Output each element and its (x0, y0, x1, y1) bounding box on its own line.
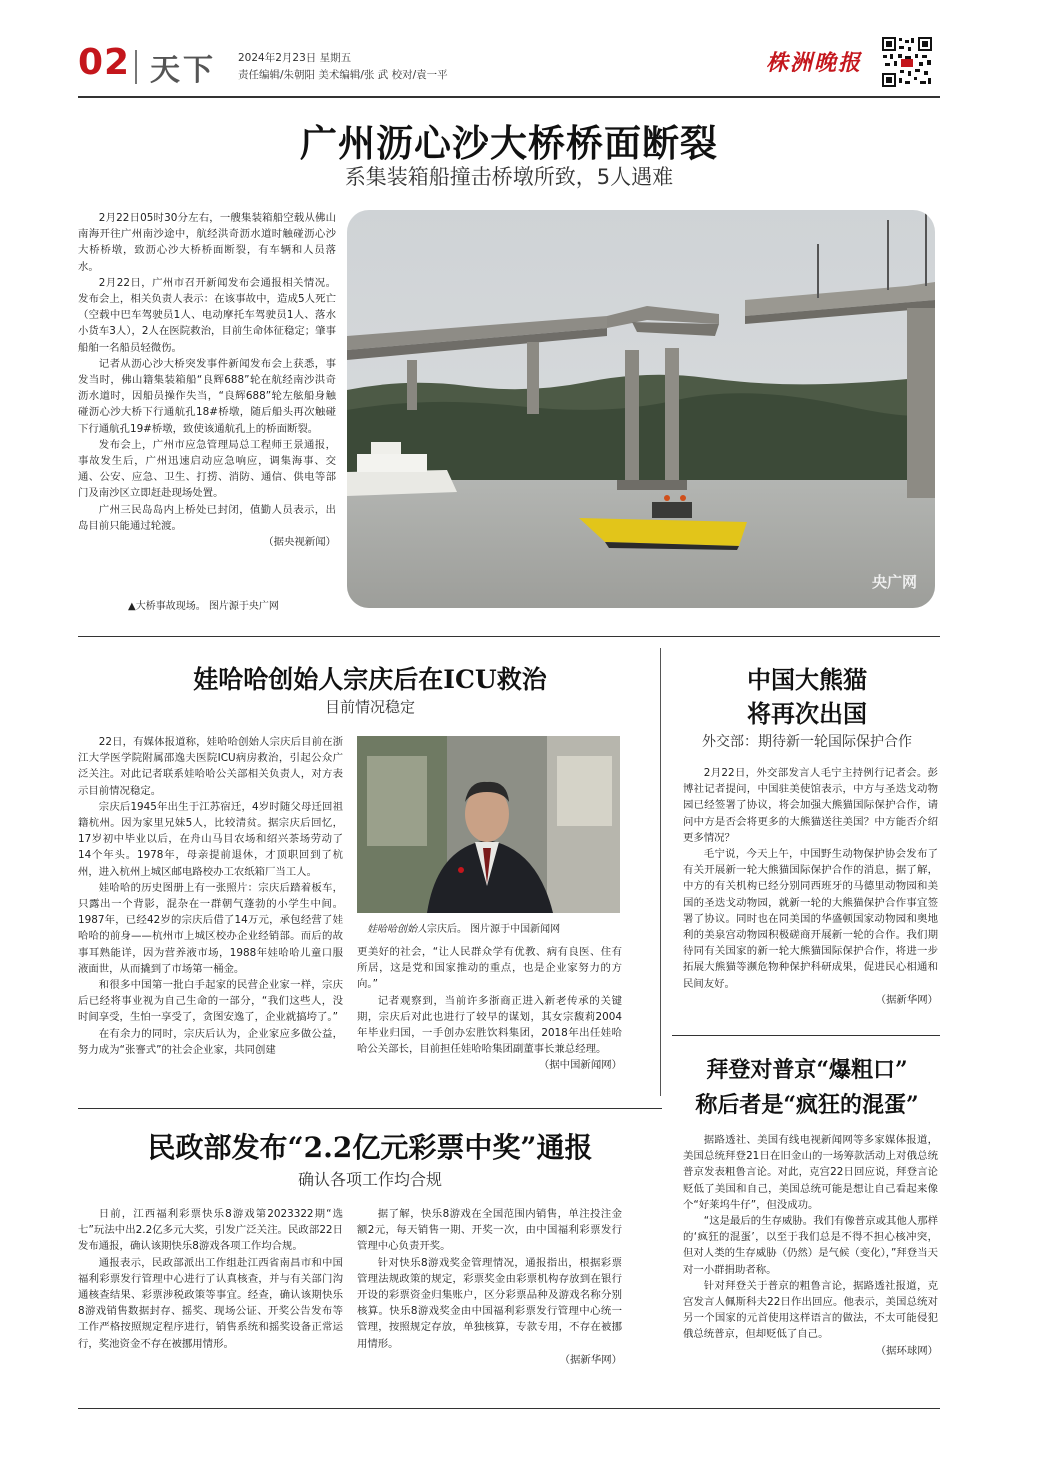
article2-photo-caption (367, 920, 560, 935)
article1-para-5: 广州三民岛岛内上桥处已封闭，值勤人员表示，出岛目前只能通过轮渡。 (78, 503, 336, 532)
article1-source: （据央视新闻） (263, 536, 336, 549)
header-editors: 责任编辑/朱朝阳 美术编辑/张 武 校对/袁一平 (238, 69, 448, 81)
article1-para-2: 2月22日，广州市召开新闻发布会通报相关情况。发布会上，相关负责人表示：在该事故中，造成5人死亡（空载中巴车驾驶员1人、电动摩托车驾驶员1人、落水小货车3人），2人在医院救治，目前生命体征稳定；肇事船舶一名船员轻微伤。 (78, 276, 336, 354)
article5-source: （据新华网） (559, 1353, 622, 1366)
article2-para-3: 娃哈哈的历史图册上有一张照片：宗庆后踏着板车，只露出一个背影，混杂在一群朝气蓬勃的小学生中间。1987年，已经42岁的宗庆后借了14万元，承包经营了娃哈哈的前身——杭州市上城区校办企业经销部。而后的故事耳熟能详，因为营养液市场，1988年娃哈哈儿童口服液面世，从而撬到了市场第一桶金。 (78, 881, 343, 975)
article5-para-4: 针对快乐8游戏奖金管理情况，通报指出，根据彩票管理法规政策的规定，彩票奖金由彩票机构存放到在银行开设的彩票资金归集账户，区分彩票品种及游戏名称分别核算。快乐8游戏奖金由中国福利彩票发行管理中心统一管理，按照规定存放，单独核算，专款专用，不存在被挪用情形。 (357, 1256, 622, 1350)
article1-photo-caption: ▲大桥事故现场。 图片源于央广网 (128, 601, 279, 612)
portrait-photo (357, 736, 620, 913)
article3-para-1: 2月22日，外交部发言人毛宁主持例行记者会。彭博社记者提问，中国驻美使馆表示，中方与圣迭戈动物园已经签署了协议，将会加强大熊猫国际保护合作，请问中方是否会将更多的大熊猫送往美国？中方能否介绍更多情况？ (683, 767, 938, 844)
divider-1 (78, 636, 940, 637)
article4-source: （据环球网） (875, 1344, 938, 1357)
article2-para-1: 22日，有媒体报道称，娃哈哈创始人宗庆后目前在浙江大学医学院附属邵逸夫医院ICU病房救治，引起公众广泛关注。对此记者联系娃哈哈公关部相关负责人，对方表示目前情况稳定。 (78, 736, 343, 797)
article2-para-6: 更美好的社会，“让人民群众学有优教、病有良医、住有所居，这是党和国家推动的重点，也是企业家努力的方向。” (357, 946, 622, 991)
article5-subtitle: 确认各项工作均合规 (297, 1170, 442, 1189)
article3-title-line1: 中国大熊猫 (747, 665, 867, 694)
article3-para-2: 毛宁说，今天上午，中国野生动物保护协会发布了有关开展新一轮大熊猫国际保护合作的消息，据了解，中方的有关机构已经分别同西班牙的马德里动物园和美国的圣迭戈动物园，就新一轮的大熊猫保护合作事宜签署了协议。同时也在同美国的华盛顿国家动物园和奥地利的美泉宫动物园积极磋商开展新一轮的合作。我们期待同有关国家的新一轮大熊猫国际保护合作，将进一步拓展大熊猫等濒危物种保护科研成果，促进民心相通和民间友好。 (683, 848, 938, 990)
article1-title: 广州沥心沙大桥桥面断裂 (300, 121, 718, 165)
article2-title: 娃哈哈创始人宗庆后在ICU救治 (193, 665, 547, 694)
divider-2 (78, 1108, 662, 1109)
article4-title-line2: 称后者是“疯狂的混蛋” (695, 1092, 919, 1118)
qr-code (881, 36, 933, 88)
article2-col1 (78, 734, 343, 1058)
bridge-photo (347, 210, 935, 608)
article5-para-2: 通报表示，民政部派出工作组赴江西省南昌市和中国福利彩票发行管理中心进行了认真核查，并与有关部门沟通核查结果、彩票涉税政策等事宜。经查，确认该期快乐8游戏销售数据封存、摇奖、现场公证、开奖公告发布等工作严格按照规定程序进行，销售系统和摇奖设备正常运行，奖池资金不存在被挪用情形。 (78, 1256, 343, 1350)
article2-para-2: 宗庆后1945年出生于江苏宿迁，4岁时随父母迁回祖籍杭州。因为家里兄妹5人，比较清贫。据宗庆后回忆，17岁初中毕业以后，在舟山马目农场和绍兴茶场劳动了14个年头。1978年，母亲提前退休，才顶职回到了杭州，进入杭州上城区邮电路校办工农纸箱厂当工人。 (78, 800, 343, 878)
page-number: 02 (78, 42, 131, 83)
article2-caption-lead: 娃哈哈创始人 (367, 924, 427, 935)
article5-col1 (78, 1206, 343, 1352)
article4-para-3: 针对拜登关于普京的粗鲁言论，据路透社报道，克宫发言人佩斯科夫22日作出回应。他表示，美国总统对另一个国家的元首使用这样语言的做法，不太可能侵犯俄总统普京，但却贬低了自己。 (683, 1279, 938, 1341)
section-name: 天下 (150, 53, 216, 88)
page-header (78, 36, 940, 98)
article2-para-5: 在有余力的同时，宗庆后认为，企业家应多做公益，努力成为“张謇式”的社会企业家，共同创建 (78, 1027, 343, 1056)
article5-title: 民政部发布“2.2亿元彩票中奖”通报 (147, 1131, 593, 1164)
article5-para-3: 据了解，快乐8游戏在全国范围内销售，单注投注金额2元，每天销售一期、开奖一次，由中国福利彩票发行管理中心负责开奖。 (357, 1208, 622, 1253)
header-divider (135, 50, 137, 84)
article5-col2 (357, 1206, 622, 1368)
article5-para-1: 日前，江西福利彩票快乐8游戏第2023322期“选七”玩法中出2.2亿多元大奖，引发广泛关注。民政部22日发布通报，确认该期快乐8游戏各项工作均合规。 (78, 1208, 343, 1253)
article2-caption-rest: 宗庆后。 图片源于中国新闻网 (427, 924, 561, 935)
article1-para-3: 记者从沥心沙大桥突发事件新闻发布会上获悉，事发当时，佛山籍集装箱船“良辉688”轮在航经南沙洪奇沥水道时，因船员操作失当，“良辉688”轮左舷船身触碰沥心沙大桥下行通航孔18#桥墩，随后船头再次触碰下行通航孔19#桥墩，致使该通航孔上的桥面断裂。 (78, 357, 336, 435)
article4-title-line1: 拜登对普京“爆粗口” (706, 1057, 908, 1083)
header-date: 2024年2月23日 星期五 (238, 52, 352, 64)
article1-subtitle: 系集装箱船撞击桥墩所致，5人遇难 (344, 165, 674, 189)
article1-para-4: 发布会上，广州市应急管理局总工程师王景通报，事故发生后，广州迅速启动应急响应，调集海事、交通、公安、应急、卫生、打捞、消防、通信、供电等部门及南沙区立即赶赴现场处置。 (78, 438, 336, 500)
vertical-divider (660, 648, 661, 1096)
article1-para-1: 2月22日05时30分左右，一艘集装箱船空载从佛山南海开往广州南沙途中，航经洪奇沥水道时触碰沥心沙大桥桥墩，致沥心沙大桥桥面断裂，有车辆和人员落水。 (78, 212, 336, 273)
article2-para-4: 和很多中国第一批白手起家的民营企业家一样，宗庆后已经将事业视为自己生命的一部分，“我们这些人，没时间享受，生怕一享受了，贪图安逸了，企业就搞垮了。” (78, 979, 343, 1024)
article1-body (78, 210, 336, 550)
article3-source: （据新华网） (875, 993, 938, 1006)
article4-para-1: 据路透社、美国有线电视新闻网等多家媒体报道，美国总统拜登21日在旧金山的一场筹款活动上对俄总统普京发表粗鲁言论。对此，克宫22日回应说，拜登言论贬低了美国和自己，美国总统可能是想让自己看起来像个“好莱坞牛仔”，但没成功。 (683, 1134, 938, 1211)
paper-logo: 株洲晚报 (766, 50, 863, 76)
article3-subtitle: 外交部：期待新一轮国际保护合作 (702, 734, 912, 750)
article3-title-line2: 将再次出国 (747, 699, 867, 728)
article2-para-7: 记者观察到，当前许多浙商正进入新老传承的关键期，宗庆后对此也进行了较早的谋划，其女宗馥莉2004年毕业归国，一手创办宏胜饮料集团，2018年出任娃哈哈公关部长，目前担任娃哈哈集团副董事长兼总经理。 (357, 994, 622, 1056)
article3-body (683, 765, 938, 1008)
footer-rule (78, 1408, 940, 1409)
article2-subtitle: 目前情况稳定 (324, 698, 415, 716)
divider-right (672, 1035, 940, 1036)
photo-watermark: 央广网 (871, 573, 917, 591)
article2-source: （据中国新闻网） (538, 1059, 622, 1072)
header-rule (78, 96, 940, 98)
article2-col2 (357, 944, 622, 1074)
article4-body (683, 1132, 938, 1359)
article4-para-2: “这是最后的生存威胁。我们有像普京或其他人那样的‘疯狂的混蛋’，以至于我们总是不得不担心核冲突，但对人类的生存威胁（仍然）是气候（变化），”拜登当天对一小群捐助者称。 (683, 1215, 938, 1276)
